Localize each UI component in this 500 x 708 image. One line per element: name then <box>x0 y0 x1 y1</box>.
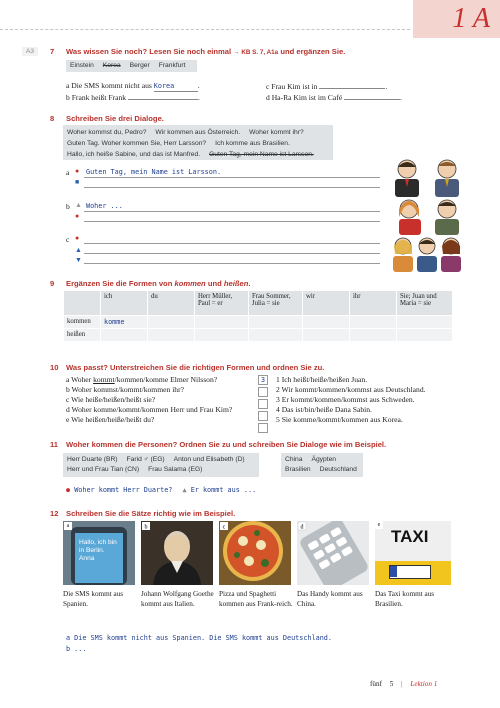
table-cell[interactable] <box>249 316 303 329</box>
exercise-11-example <box>66 486 256 494</box>
list-item: 4 Das ist/bin/heiße Dana Sabin. <box>276 405 372 414</box>
exercise-11-title: Woher kommen die Personen? Ordnen Sie zu und schreiben Sie Dialoge wie im Beispiel. <box>66 440 387 449</box>
exercise-7-item-d: d Ha-Ra Kim ist im Café . <box>266 93 402 102</box>
list-item: e Wie heißen/heiße/heißt du? <box>66 415 155 424</box>
sentence: Woher kommst du, Pedro? <box>67 129 147 136</box>
sentence-crossed: Guten Tag, mein Name ist Larsson. <box>209 151 314 158</box>
table-cell[interactable] <box>249 329 303 342</box>
taxi-sign: TAXI <box>391 527 429 546</box>
exercise-7-item-b: b Frank heißt Frank . <box>66 93 200 102</box>
person: Frau Salama (EG) <box>148 466 203 473</box>
illustration-man-and-woman <box>387 195 469 235</box>
sentence: Hallo, ich heiße Sabine, und das ist Manfred. <box>67 151 201 158</box>
answer-field[interactable] <box>344 92 400 100</box>
caption-d: Das Handy kommt aus China. <box>297 590 363 608</box>
photo-letter: a <box>64 522 72 530</box>
country: Brasilien <box>285 466 311 473</box>
speaker-triangle-blue: ▲ <box>75 246 82 254</box>
answer-line[interactable] <box>84 253 380 254</box>
list-item: d Woher komme/kommt/kommen Herr und Frau Kim? <box>66 405 233 414</box>
speaker-dot-red: ● <box>75 167 80 175</box>
exercise-8-sentence-box <box>63 125 333 160</box>
photo-letter: e <box>375 521 383 529</box>
exercise-12-answer-a: a Die SMS kommt nicht aus Spanien. Die SMS kommt aus Deutschland. <box>66 634 332 642</box>
item-text: c Frau Kim ist in <box>266 82 318 91</box>
dialogue-c-label: c <box>66 235 70 244</box>
speaker-dot-red: ● <box>75 234 80 242</box>
table-header-cell: wir <box>303 291 350 316</box>
table-header-cell: Frau Sommer, Julia = sie <box>249 291 303 316</box>
unit-badge: 1 A <box>413 0 500 38</box>
sentence: Woher kommt ihr? <box>249 129 304 136</box>
word: Einstein <box>70 62 94 69</box>
sentence: Ich komme aus Brasilien. <box>215 140 290 147</box>
exercise-9-number: 9 <box>50 279 55 288</box>
dialogue-b-answer: Woher ... <box>86 202 123 210</box>
exercise-7-word-box <box>66 60 197 72</box>
item-text: d Ha-Ra Kim ist im Café <box>266 93 343 102</box>
photo-letter: d <box>300 524 304 531</box>
exercise-7-title-text: Was wissen Sie noch? Lesen Sie noch einmal <box>66 47 232 56</box>
speaker-dot-blue: ■ <box>75 178 80 186</box>
exercise-7-reference: → KB S. 7, A1a <box>233 49 279 56</box>
exercise-12-number: 12 <box>50 509 59 518</box>
country: Deutschland <box>319 466 357 473</box>
item-text: a Die SMS kommt nicht aus <box>66 81 152 90</box>
illustration-three-people <box>387 234 469 272</box>
caption-a: Die SMS kommt aus Spanien. <box>63 590 124 608</box>
person: Herr und Frau Tian (CN) <box>67 466 140 473</box>
side-tag: A3 <box>22 47 38 56</box>
table-header-row <box>64 291 453 316</box>
exercise-8-number: 8 <box>50 114 55 123</box>
list-item: b Woher kommst/kommt/kommen ihr? <box>66 385 184 394</box>
lesson-label: Lektion 1 <box>410 680 438 688</box>
exercise-7-number: 7 <box>50 47 55 56</box>
photo-goethe-portrait <box>141 521 213 585</box>
table-header-cell: Sie; Juan und Maria = sie <box>397 291 453 316</box>
answer-field[interactable]: Korea <box>154 81 198 92</box>
exercise-7-title <box>66 47 345 56</box>
page-number: 5 <box>389 680 394 688</box>
dialogue-a-label: a <box>66 168 70 177</box>
photo-taxi <box>375 521 451 585</box>
answer-line[interactable] <box>84 187 380 188</box>
photo-pizza-spaghetti <box>219 521 291 585</box>
photo-letter: b <box>144 524 148 531</box>
table-cell[interactable] <box>303 329 350 342</box>
table-cell[interactable] <box>397 316 453 329</box>
speaker-triangle: ▲ <box>182 486 187 494</box>
table-cell[interactable] <box>148 329 195 342</box>
speaker-dot-red: ● <box>75 212 80 220</box>
example-question: Woher kommt Herr Duarte? <box>74 486 173 494</box>
row-label: heißen <box>64 329 101 342</box>
word: Frankfurt <box>158 62 186 69</box>
table-cell[interactable] <box>148 316 195 329</box>
word-crossed: Korea <box>102 62 121 69</box>
title-verb: kommen <box>174 279 206 288</box>
word: Berger <box>129 62 150 69</box>
exercise-7-title-end: und ergänzen Sie. <box>280 47 346 56</box>
conjugation-table <box>63 290 453 342</box>
list-item: 1 Ich heißt/heiße/heißen Juan. <box>276 375 368 384</box>
sentence: Guten Tag. Woher kommen Sie, Herr Larsson? <box>67 140 207 147</box>
list-item: 2 Wir kommt/kommen/kommst aus Deutschland. <box>276 385 426 394</box>
exercise-8-title: Schreiben Sie drei Dialoge. <box>66 114 164 123</box>
dialogue-a-answer: Guten Tag, mein Name ist Larsson. <box>86 168 222 176</box>
caption-e: Das Taxi kommt aus Brasilien. <box>375 590 435 608</box>
title-text: und <box>207 279 222 288</box>
footer-divider: | <box>401 680 403 688</box>
sms-text: Hallo, ich bin in Berlin. Anna <box>75 533 123 583</box>
plate-eu-band <box>390 566 397 577</box>
dialogue-b-label: b <box>66 202 70 211</box>
country: Ägypten <box>311 456 337 463</box>
answer-line[interactable] <box>84 221 380 222</box>
table-row <box>64 316 453 329</box>
answer-line[interactable] <box>84 263 380 264</box>
person: Herr Duarte (BR) <box>67 456 118 463</box>
row-label: kommen <box>64 316 101 329</box>
table-cell[interactable] <box>195 316 249 329</box>
exercise-10-number: 10 <box>50 363 59 372</box>
title-text: Ergänzen Sie die Formen von <box>66 279 173 288</box>
speaker-dot-red: ● <box>66 486 71 494</box>
exercise-11-number: 11 <box>50 440 59 449</box>
list-item <box>66 375 232 385</box>
illustration-two-men <box>387 155 469 197</box>
answer-box[interactable] <box>258 411 268 421</box>
table-header-cell: Herr Müller, Paul = er <box>195 291 249 316</box>
list-item: c Wie heiße/heißen/heißt sie? <box>66 395 156 404</box>
caption-c: Pizza und Spaghetti kommen aus Frank-reich. <box>219 590 293 608</box>
answer-box[interactable]: 3 <box>258 375 268 385</box>
answer-field[interactable] <box>128 92 198 100</box>
table-header-cell: ich <box>101 291 148 316</box>
list-item: 3 Er kommt/kommen/kommst aus Schweden. <box>276 395 415 404</box>
page-footer <box>370 680 437 688</box>
table-header-cell: du <box>148 291 195 316</box>
photo-handy-keypad <box>297 521 369 585</box>
example-answer: Er kommt aus ... <box>190 486 257 494</box>
sentence: Wir kommen aus Österreich. <box>155 129 241 136</box>
table-cell[interactable] <box>195 329 249 342</box>
answer-box[interactable] <box>258 399 268 409</box>
exercise-7-item-a: a Die SMS kommt nicht aus Korea . <box>66 81 200 90</box>
speaker-triangle-blue: ▼ <box>75 256 82 264</box>
exercise-12-title: Schreiben Sie die Sätze richtig wie im Beispiel. <box>66 509 236 518</box>
speaker-triangle: ▲ <box>75 201 82 209</box>
people-word-box <box>63 453 259 477</box>
answer-line[interactable] <box>84 177 380 178</box>
photo-phone-sms <box>63 521 135 585</box>
exercise-7-item-c: c Frau Kim ist in . <box>266 82 388 91</box>
table-header-cell: ihr <box>350 291 397 316</box>
person: Anton und Elisabeth (D) <box>173 456 245 463</box>
answer-box[interactable] <box>258 423 268 433</box>
table-cell[interactable]: komme <box>101 316 148 329</box>
title-verb: heißen <box>223 279 249 288</box>
page-word: fünf <box>370 680 382 688</box>
exercise-10-answer-boxes <box>258 375 268 433</box>
table-cell[interactable] <box>350 316 397 329</box>
exercise-10-title: Was passt? Unterstreichen Sie die richtigen Formen und ordnen Sie zu. <box>66 363 325 372</box>
item-text: b Frank heißt Frank <box>66 93 127 102</box>
answer-box[interactable] <box>258 387 268 397</box>
list-item: 5 Sie komme/kommt/kommen aus Korea. <box>276 415 403 424</box>
country: China <box>285 456 303 463</box>
exercise-10-left-list <box>66 375 232 425</box>
countries-word-box <box>281 453 363 477</box>
answer-line[interactable] <box>84 243 380 244</box>
item-text: a Woher kommt/kommen/komme Elmer Nilsson? <box>66 375 218 384</box>
person: Farid ♂ (EG) <box>126 456 165 463</box>
table-cell[interactable] <box>101 329 148 342</box>
top-dashed-rule <box>0 29 410 30</box>
photo-letter: c <box>222 524 226 531</box>
answer-field[interactable] <box>319 81 385 89</box>
exercise-10-right-list <box>276 375 426 425</box>
answer-line[interactable] <box>84 211 380 212</box>
exercise-9-title: Ergänzen Sie die Formen von kommen und heißen. <box>66 279 251 288</box>
table-cell[interactable] <box>303 316 350 329</box>
table-header-cell <box>64 291 101 316</box>
table-cell[interactable] <box>397 329 453 342</box>
exercise-12-answer-b: b ... <box>66 645 87 653</box>
table-row <box>64 329 453 342</box>
table-cell[interactable] <box>350 329 397 342</box>
caption-b: Johann Wolfgang Goethe kommt aus Italien. <box>141 590 214 608</box>
